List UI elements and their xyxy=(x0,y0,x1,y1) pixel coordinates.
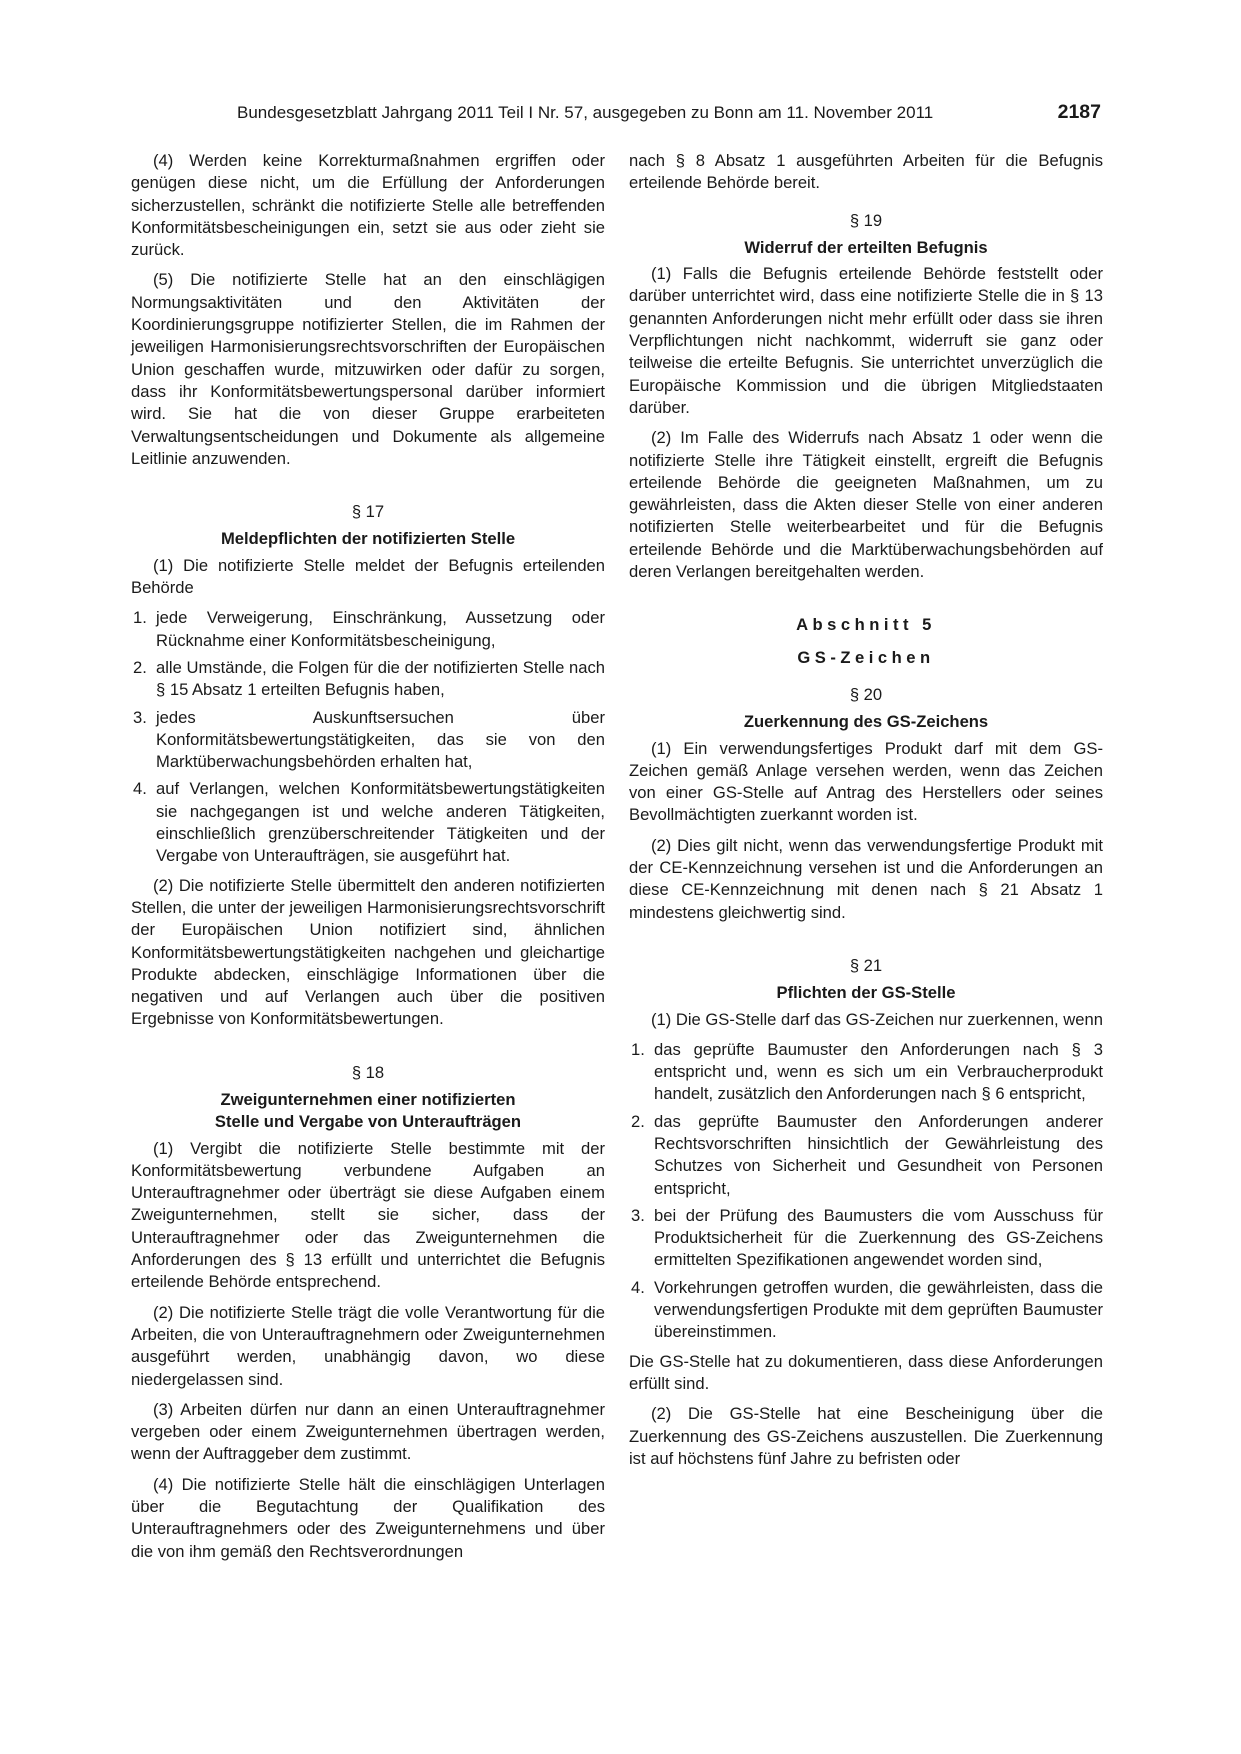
list-item-text: auf Verlangen, welchen Konformitätsbewertungstätigkeiten sie nachgegangen ist und welche anderen Tätigkeiten, einschließlich grenzüberschreitender Tätigkeiten und der Vergabe von Unteraufträgen, sie ausgeführt hat. xyxy=(156,779,605,866)
list-item-text: jede Verweigerung, Einschränkung, Aussetzung oder Rücknahme einer Konformitätsbescheinigung, xyxy=(156,608,605,650)
page-header xyxy=(131,101,1101,129)
section-18-title-line-1: Zweigunternehmen einer notifizierten xyxy=(220,1089,516,1109)
section-19-title: Widerruf der erteilten Befugnis xyxy=(744,237,988,257)
section-21-number: § 21 xyxy=(849,955,883,975)
list-item-text: das geprüfte Baumuster den Anforderungen anderer Rechtsvorschriften hinsichtlich der Gewährleistung des Schutzes von Sicherheit und Gesundheit von Personen entspricht, xyxy=(654,1111,1103,1198)
section-21-list xyxy=(629,1039,1103,1344)
list-item-number: 4. xyxy=(631,1277,645,1297)
paragraph-21-documentation: Die GS-Stelle hat zu dokumentieren, dass diese Anforderungen erfüllt sind. xyxy=(629,1351,1103,1393)
section-21-title: Pflichten der GS-Stelle xyxy=(776,983,956,1003)
header-title: Bundesgesetzblatt Jahrgang 2011 Teil I Nr. 57, ausgegeben zu Bonn am 11. November 2011 xyxy=(237,103,934,122)
list-item-number: 3. xyxy=(133,707,147,727)
page-number: 2187 xyxy=(1057,101,1101,123)
list-item xyxy=(629,1277,1103,1344)
right-column xyxy=(629,150,1103,1478)
section-17-number: § 17 xyxy=(351,502,385,522)
list-item xyxy=(131,778,605,867)
paragraph-18-4: (4) Die notifizierte Stelle hält die einschlägigen Unterlagen über die Begutachtung der Qualifikation des Unterauftragnehmers oder des Zweigunternehmens und über die von ihm gemäß den Rechtsverordnungen xyxy=(131,1474,605,1561)
section-20-number: § 20 xyxy=(849,684,883,704)
paragraph-20-2: (2) Dies gilt nicht, wenn das verwendungsfertige Produkt mit der CE-Kennzeichnung versehen ist und die Anforderungen an diese CE-Kennzeichnung mit denen nach § 21 Absatz 1 mindestens gleichwertig sind. xyxy=(629,835,1103,922)
list-item xyxy=(629,1111,1103,1200)
abschnitt-title: GS-Zeichen xyxy=(797,647,935,667)
paragraph-18-1: (1) Vergibt die notifizierte Stelle bestimmte mit der Konformitätsbewertung verbundene Aufgaben an Unterauftragnehmer oder überträgt sie diese Aufgaben einem Zweigunternehmen, stellt sie sicher, dass der Unterauftragnehmer oder das Zweigunternehmen die Anforderungen des § 13 erfüllt und unterrichtet die Befugnis erteilende Behörde entsprechend. xyxy=(131,1138,605,1292)
section-19-number: § 19 xyxy=(849,210,883,230)
paragraph-18-3: (3) Arbeiten dürfen nur dann an einen Unterauftragnehmer vergeben oder einem Zweigunternehmen übertragen werden, wenn der Auftraggeber dem zustimmt. xyxy=(131,1399,605,1464)
section-17-list xyxy=(131,607,605,867)
paragraph-18-4-continued: nach § 8 Absatz 1 ausgeführten Arbeiten für die Befugnis erteilende Behörde bereit. xyxy=(629,151,1103,193)
list-item-number: 2. xyxy=(133,657,147,677)
list-item xyxy=(629,1205,1103,1272)
paragraph-19-2: (2) Im Falle des Widerrufs nach Absatz 1 oder wenn die notifizierte Stelle ihre Tätigkeit einstellt, ergreift die Befugnis erteilende Behörde die geeigneten Maßnahmen, um zu gewährleisten, dass die Akten dieser Stelle von einer anderen notifizierten Stelle weiterbearbeitet und für die Befugnis erteilende Behörde und die Marktüberwachungsbehörden auf deren Verlangen bereitgehalten werden. xyxy=(629,428,1103,582)
list-item-text: Vorkehrungen getroffen wurden, die gewährleisten, dass die verwendungsfertigen Produkte mit dem geprüften Baumuster übereinstimmen. xyxy=(654,1277,1103,1342)
left-column xyxy=(131,150,605,1571)
paragraph-21-2: (2) Die GS-Stelle hat eine Bescheinigung über die Zuerkennung des GS-Zeichens auszustellen. Die Zuerkennung ist auf höchstens fünf Jahre zu befristen oder xyxy=(629,1404,1103,1468)
paragraph-16-5: (5) Die notifizierte Stelle hat an den einschlägigen Normungsaktivitäten und den Aktivitäten der Koordinierungsgruppe notifizierter Stellen, die im Rahmen der jeweiligen Harmonisierungsrechtsvorschriften der Europäischen Union geschaffen wurde, mitzuwirken oder dafür zu sorgen, dass ihr Konformitätsbewertungspersonal darüber informiert wird. Sie hat die von dieser Gruppe erarbeiteten Verwaltungsentscheidungen und Dokumente als allgemeine Leitlinie anzuwenden. xyxy=(131,270,605,468)
list-item xyxy=(131,607,605,652)
list-item xyxy=(131,657,605,702)
paragraph-20-1: (1) Ein verwendungsfertiges Produkt darf mit dem GS-Zeichen gemäß Anlage versehen werden, wenn das Zeichen von einer GS-Stelle auf Antrag des Herstellers oder seines Bevollmächtigten zuerkannt worden ist. xyxy=(629,738,1103,825)
list-item-text: das geprüfte Baumuster den Anforderungen nach § 3 entspricht und, wenn es sich um ein Verbraucherprodukt handelt, zusätzlich den Anforderungen nach § 6 entspricht, xyxy=(654,1039,1103,1104)
list-item-text: alle Umstände, die Folgen für die der notifizierten Stelle nach § 15 Absatz 1 erteilten Befugnis haben, xyxy=(156,657,605,700)
section-18-title-line-2: Stelle und Vergabe von Unteraufträgen xyxy=(214,1112,522,1132)
paragraph-21-1: (1) Die GS-Stelle darf das GS-Zeichen nur zuerkennen, wenn xyxy=(651,1009,1103,1029)
list-item-number: 4. xyxy=(133,779,147,799)
section-20-title: Zuerkennung des GS-Zeichens xyxy=(743,712,989,732)
abschnitt-heading: Abschnitt 5 xyxy=(796,615,936,635)
paragraph-16-4: (4) Werden keine Korrekturmaßnahmen ergriffen oder genügen diese nicht, um die Erfüllung der Anforderungen sicherzustellen, schränkt die notifizierte Stelle alle betreffenden Konformitätsbescheinigungen ein, setzt sie aus oder zieht sie zurück. xyxy=(131,151,605,260)
paragraph-17-2: (2) Die notifizierte Stelle übermittelt den anderen notifizierten Stellen, die unter der jeweiligen Harmonisierungsrechtsvorschrift der Europäischen Union notifiziert sind, ähnlichen Konformitätsbewertungstätigkeiten nachgehen und gleichartige Produkte abdecken, einschlägige Informationen über die negativen und auf Verlangen auch über die positiven Ergebnisse von Konformitätsbewertungen. xyxy=(131,875,605,1029)
list-item-number: 2. xyxy=(631,1111,645,1131)
list-item-number: 3. xyxy=(631,1205,645,1225)
paragraph-18-2: (2) Die notifizierte Stelle trägt die volle Verantwortung für die Arbeiten, die von Unterauftragnehmern oder Zweigunternehmen ausgeführt werden, unabhängig davon, wo diese niedergelassen sind. xyxy=(131,1302,605,1389)
list-item-text: jedes Auskunftsersuchen über Konformitätsbewertungstätigkeiten, das sie von den Marktüberwachungsbehörden erhalten hat, xyxy=(156,707,605,772)
list-item xyxy=(629,1039,1103,1106)
list-item-number: 1. xyxy=(631,1039,645,1059)
list-item-number: 1. xyxy=(133,608,147,628)
list-item-text: bei der Prüfung des Baumusters die vom Ausschuss für Produktsicherheit für die Zuerkennung des GS-Zeichens ermittelten Spezifikationen angewendet worden sind, xyxy=(654,1205,1103,1270)
paragraph-19-1: (1) Falls die Befugnis erteilende Behörde feststellt oder darüber unterrichtet wird, dass eine notifizierte Stelle die in § 13 genannten Anforderungen nicht mehr erfüllt oder dass sie ihren Verpflichtungen nicht nachkommt, widerruft sie ganz oder teilweise die erteilte Befugnis. Sie unterrichtet unverzüglich die Europäische Kommission und die übrigen Mitgliedstaaten darüber. xyxy=(629,264,1103,417)
section-18-number: § 18 xyxy=(351,1062,385,1082)
paragraph-17-1: (1) Die notifizierte Stelle meldet der Befugnis erteilenden Behörde xyxy=(131,555,605,598)
section-17-title: Meldepflichten der notifizierten Stelle xyxy=(220,529,516,549)
list-item xyxy=(131,707,605,774)
